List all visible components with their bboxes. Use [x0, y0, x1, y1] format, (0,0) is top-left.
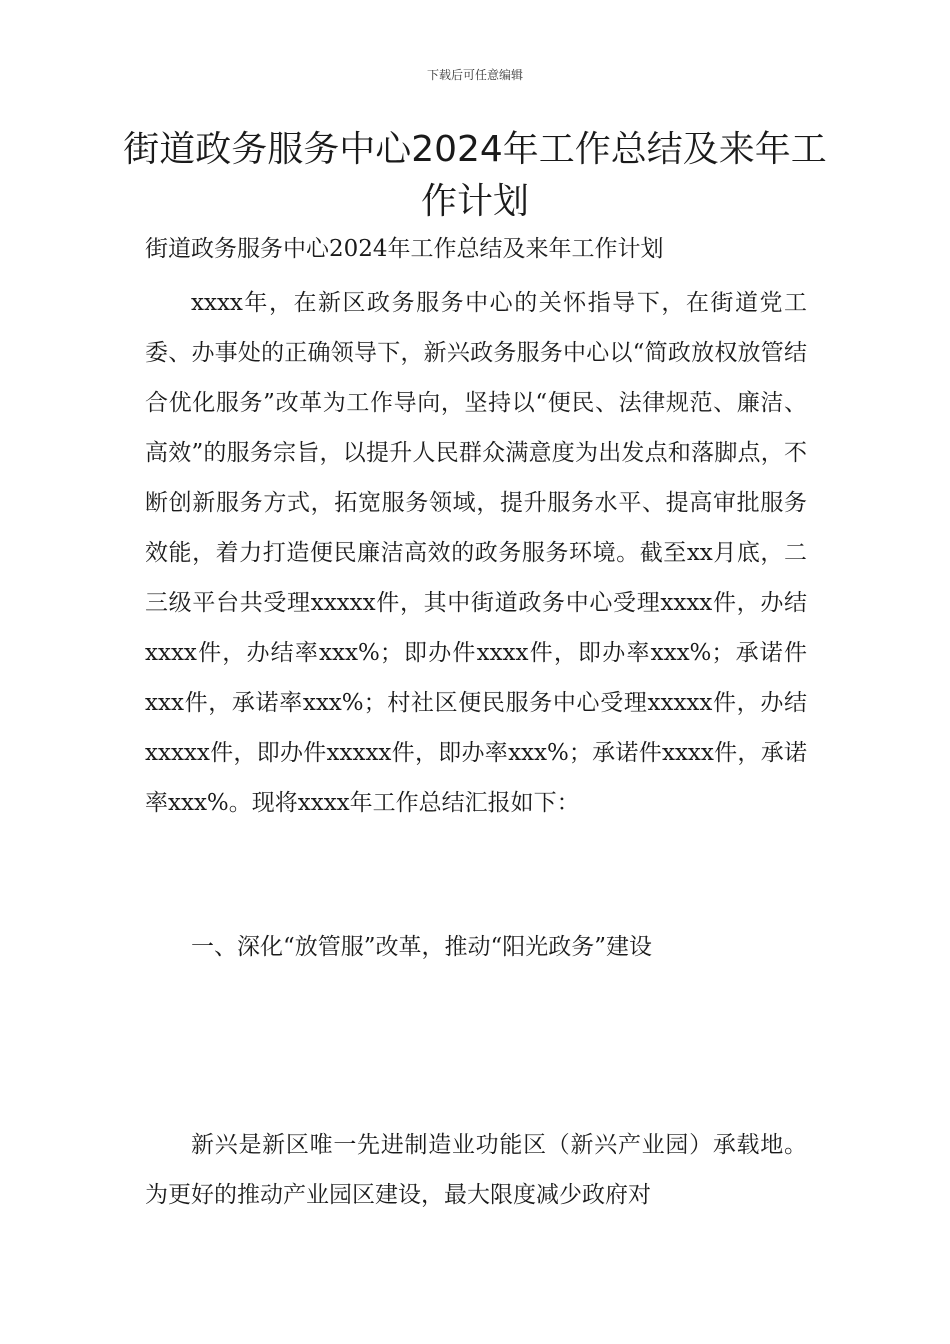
document-subtitle: 街道政务服务中心2024年工作总结及来年工作计划	[145, 236, 664, 262]
body-paragraph-section-1: 新兴是新区唯一先进制造业功能区（新兴产业园）承载地。为更好的推动产业园区建设，最大限度减少政府对	[145, 1132, 807, 1208]
document-title: 街道政务服务中心2024年工作总结及来年工作计划	[123, 129, 827, 222]
section-heading-1: 一、深化“放管服”改革，推动“阳光政务”建设	[191, 934, 653, 960]
body-paragraph-intro: xxxx年，在新区政务服务中心的关怀指导下，在街道党工委、办事处的正确领导下，新兴政务服务中心以“简政放权放管结合优化服务”改革为工作导向，坚持以“便民、法律规范、廉洁、高效”的服务宗旨，以提升人民群众满意度为出发点和落脚点，不断创新服务方式，拓宽服务领域，提升服务水平、提高审批服务效能，着力打造便民廉洁高效的政务服务环境。截至xx月底，二三级平台共受理xxxxx件，其中街道政务中心受理xxxx件，办结xxxx件，办结率xxx%；即办件xxxx件，即办率xxx%；承诺件xxx件，承诺率xxx%；村社区便民服务中心受理xxxxx件，办结xxxxx件，即办件xxxxx件，即办率xxx%；承诺件xxxx件，承诺率xxx%。现将xxxx年工作总结汇报如下：	[145, 290, 807, 816]
header-note: 下载后可任意编辑	[426, 68, 523, 82]
